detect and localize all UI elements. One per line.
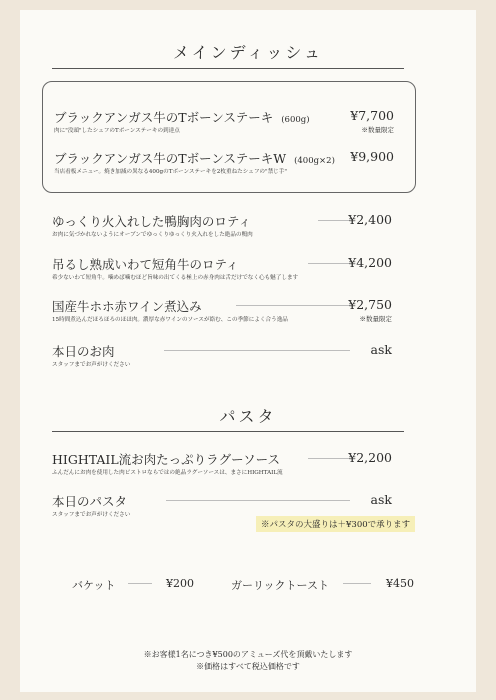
pasta-section-title: パスタ [219, 407, 277, 426]
item-description: 希少ないわて短角牛。噛めば噛むほど旨味の出てくる極上の赤身肉は舌だけでなく心も魅了します [52, 275, 299, 281]
pasta-promo-note: ※パスタの大盛りは＋¥300で承ります [256, 516, 415, 532]
side-item-name: ガーリックトースト [231, 579, 330, 592]
item-description: スタッフまでお声がけください [52, 362, 131, 368]
leader-line [343, 583, 371, 584]
item-description: 15時間煮込んだほろほろのほほ肉。濃厚な赤ワインのソースが絡む、この季節によく合う逸品 [52, 317, 288, 323]
item-description: スタッフまでお声がけください [52, 512, 131, 518]
item-price: ¥4,200 [348, 255, 392, 270]
item-name: ゆっくり火入れした鴨胸肉のロティ [52, 214, 251, 229]
leader-line [318, 220, 350, 221]
item-price: ask [370, 492, 392, 507]
item-price: ¥9,900 [350, 149, 394, 164]
item-weight-note: (600g) [281, 115, 310, 125]
leader-line [308, 458, 350, 459]
leader-line [308, 263, 350, 264]
footer-note: ※お客様1名につき¥500のアミューズ代を頂戴いたします [143, 650, 353, 659]
item-price: ¥2,750 [348, 297, 392, 312]
pasta-section-divider [52, 431, 404, 432]
item-name: 吊るし熟成いわて短角牛のロティ [52, 257, 239, 272]
item-description: お肉に気づかれないようにオーブンでゆっくりゆっくり火入れをした絶品の鴨肉 [52, 232, 253, 238]
item-name: 本日のパスタ [52, 494, 128, 509]
item-price: ¥2,400 [348, 212, 392, 227]
item-name: 国産牛ホホ赤ワイン煮込み [52, 299, 202, 314]
leader-line [128, 583, 152, 584]
item-price: ¥7,700 [350, 108, 394, 123]
item-limited-note: ※数量限定 [361, 126, 394, 134]
item-price: ask [370, 342, 392, 357]
leader-line [166, 500, 350, 501]
leader-line [236, 305, 350, 306]
item-name: ブラックアンガス牛のTボーンステーキW [54, 151, 287, 166]
leader-line [164, 350, 350, 351]
side-item-name: バケット [72, 579, 116, 592]
footer-note: ※価格はすべて税込価格です [196, 662, 300, 671]
item-name-row [54, 149, 335, 167]
item-description: 肉に"没頭"したシェフのTボーンステーキの到達点 [54, 128, 180, 134]
main-section-title: メインディッシュ [172, 43, 324, 62]
item-price: ¥2,200 [348, 450, 392, 465]
item-name-row [54, 108, 310, 126]
item-name: 本日のお肉 [52, 344, 115, 359]
item-weight-note: (400g×2) [294, 156, 335, 166]
item-description: 当店看板メニュー。焼き加減の異なる400gのTボーンステーキを2枚重ねたシェフの"禁じ手" [54, 169, 287, 175]
side-item-price: ¥200 [166, 577, 194, 590]
item-name: ブラックアンガス牛のTボーンステーキ [54, 110, 274, 125]
main-section-divider [52, 68, 404, 69]
item-description: ふんだんにお肉を使用した肉ビストロならではの絶品ラグーソースは、まさにHIGHTAIL流 [52, 470, 283, 476]
item-name: HIGHTAIL流お肉たっぷりラグーソース [52, 452, 281, 467]
side-item-price: ¥450 [386, 577, 414, 590]
featured-box [42, 81, 416, 193]
item-limited-note: ※数量限定 [359, 315, 392, 323]
